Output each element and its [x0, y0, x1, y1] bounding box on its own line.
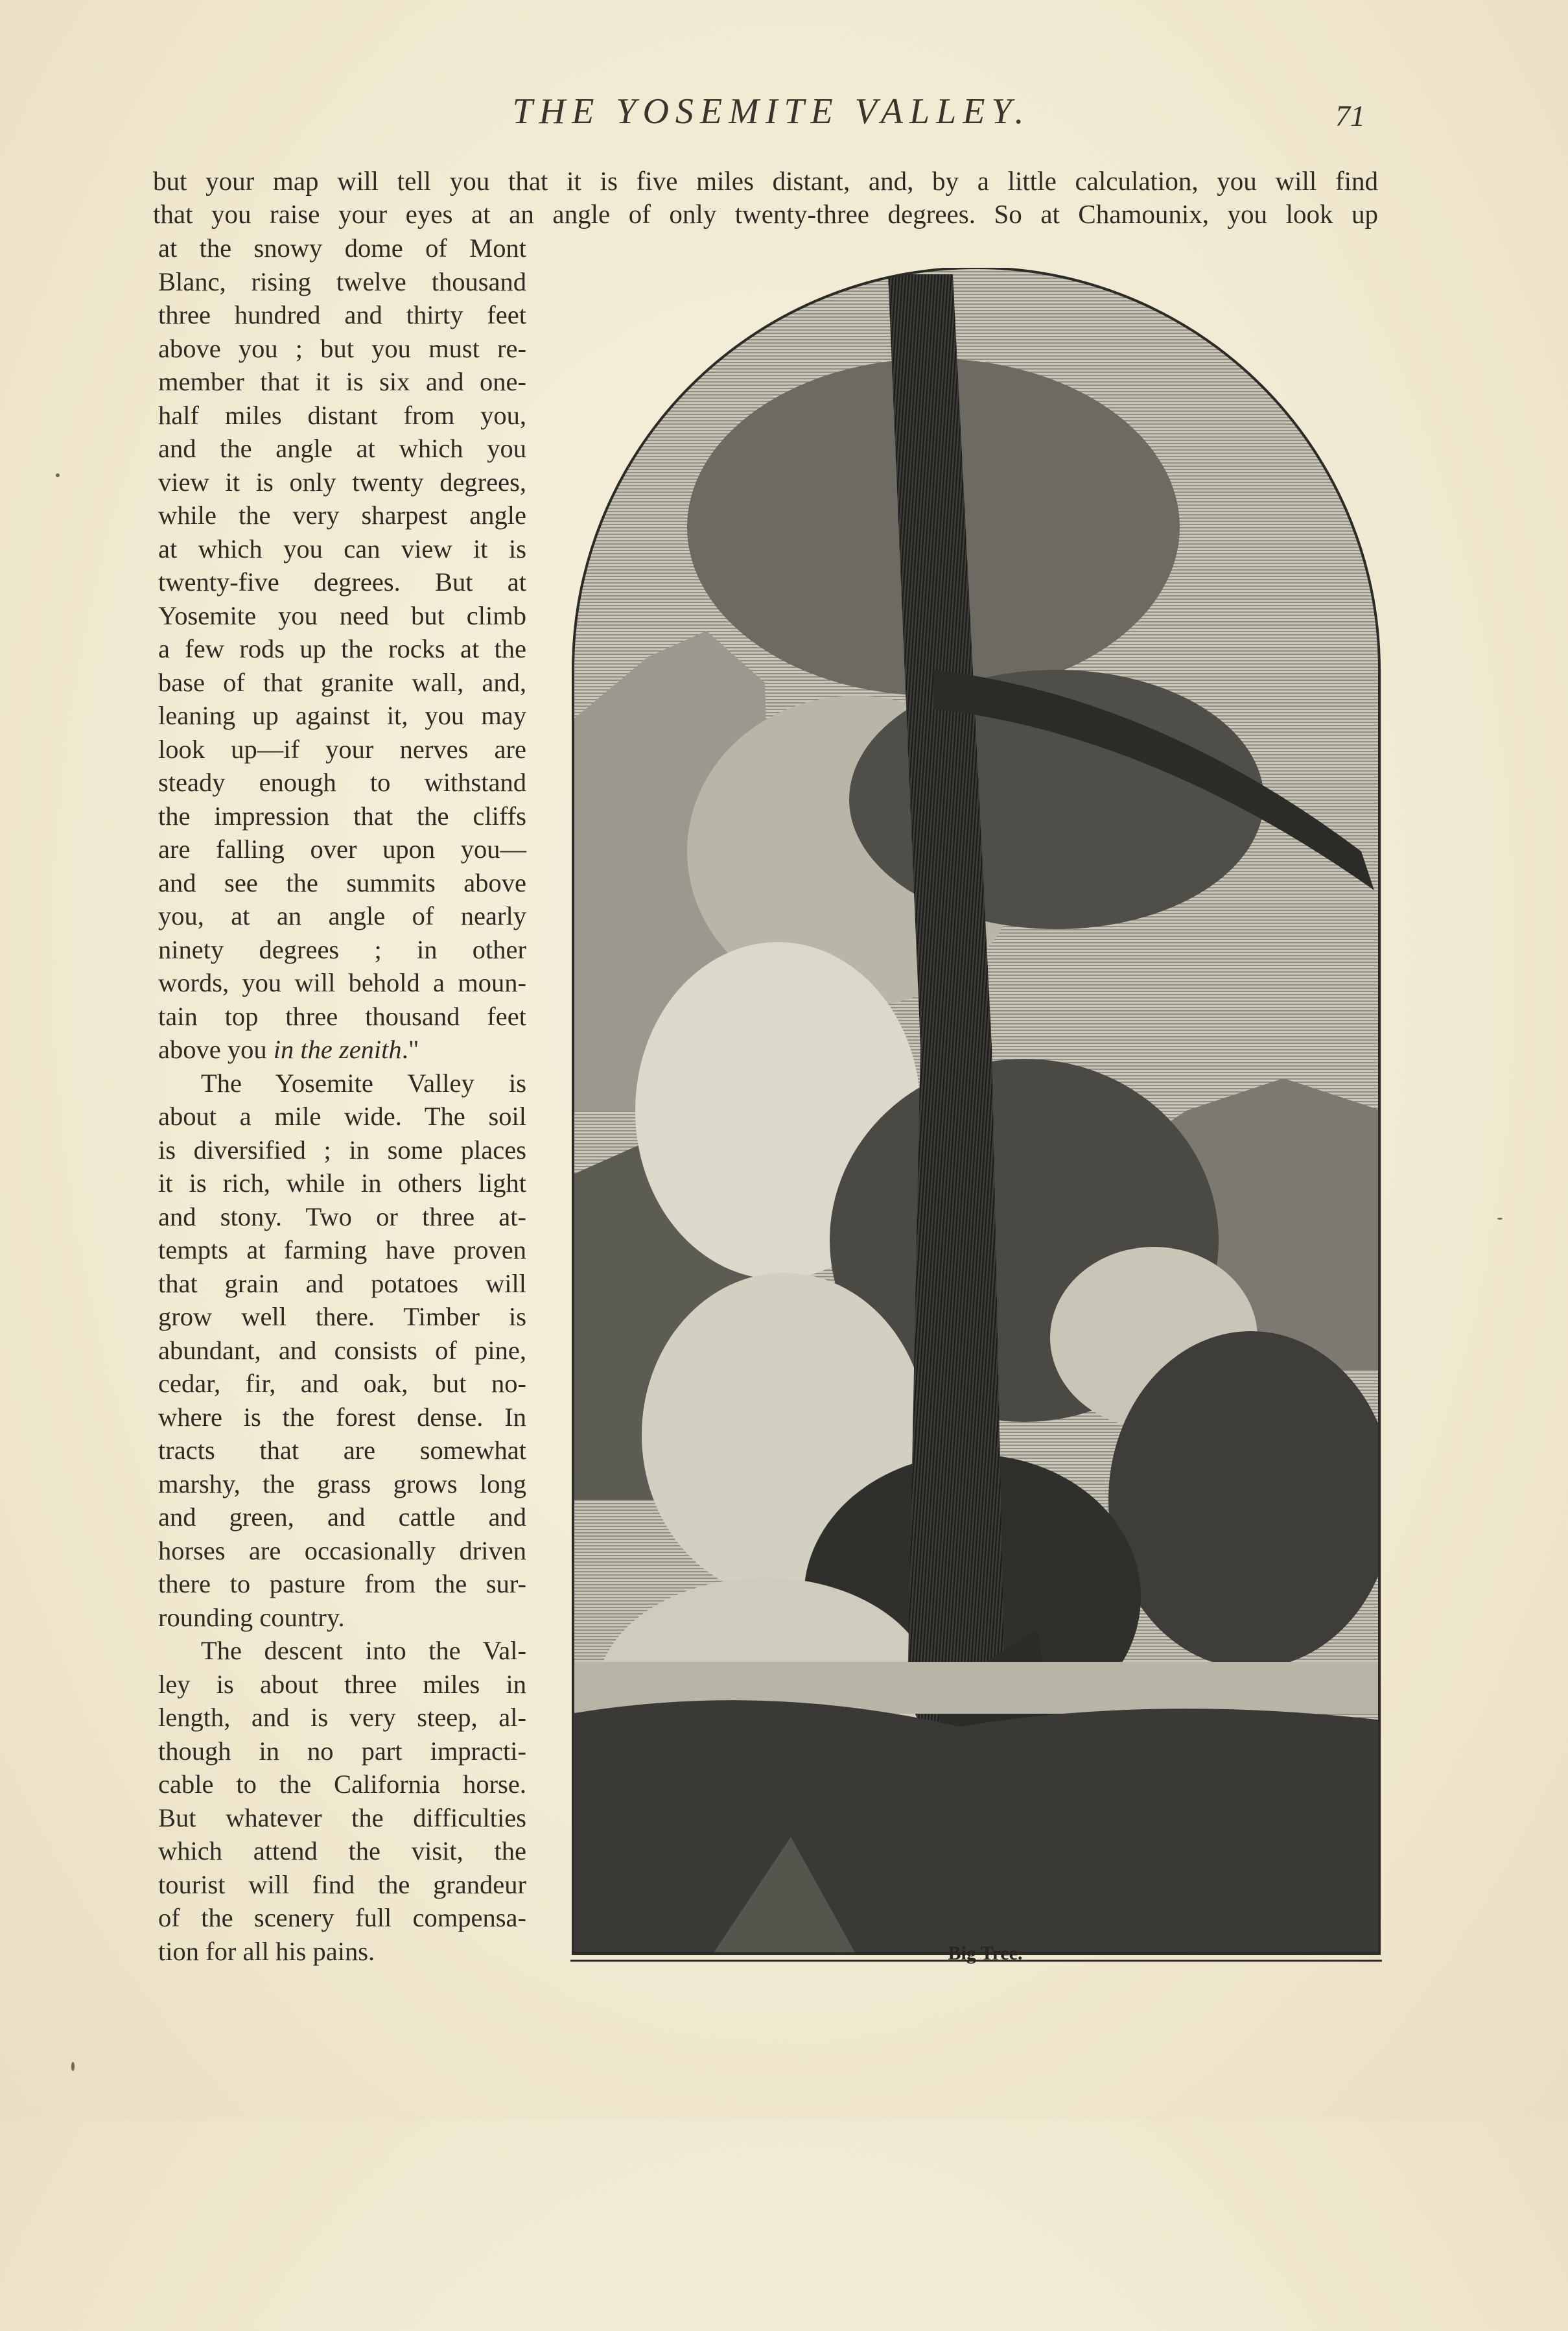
- page-number: 71: [1335, 99, 1365, 132]
- paragraph-2-line: The Yosemite Valley is: [201, 1068, 526, 1098]
- paragraph-3-line: cable to the California horse.: [158, 1769, 526, 1799]
- full-width-line-2: that you raise your eyes at an angle of only twenty-three degrees. So at Chamounix, you look up: [153, 199, 1378, 229]
- column-line: tain top three thousand feet: [158, 1001, 526, 1031]
- paragraph-3-line: tourist will find the grandeur: [158, 1869, 526, 1899]
- column-line: member that it is six and one-: [158, 367, 526, 396]
- paragraph-2-line: there to pasture from the sur-: [158, 1569, 526, 1598]
- big-tree-engraving: [570, 268, 1382, 2331]
- paragraph-3-line: of the scenery full compensa-: [158, 1903, 526, 1932]
- paragraph-2-line: rounding country.: [158, 1602, 345, 1632]
- paragraph-2-line: and stony. Two or three at-: [158, 1201, 526, 1231]
- column-line: at which you can view it is: [158, 534, 526, 563]
- paragraph-2-line: about a mile wide. The soil: [158, 1102, 526, 1131]
- text-column: [158, 231, 526, 1968]
- column-line: and the angle at which you: [158, 434, 526, 463]
- full-width-line-1: but your map will tell you that it is five miles distant, and, by a little calculation, you will find: [153, 166, 1378, 196]
- column-line: view it is only twenty degrees,: [158, 467, 526, 497]
- paper-speck: [1497, 1218, 1503, 1220]
- paragraph-2-line: that grain and potatoes will: [158, 1268, 526, 1298]
- zenith-line: [158, 1033, 526, 1067]
- column-line: base of that granite wall, and,: [158, 667, 526, 697]
- column-line: leaning up against it, you may: [158, 701, 526, 730]
- illustration-caption: Big Tree.: [948, 1943, 1023, 1964]
- column-line: Yosemite you need but climb: [158, 600, 526, 630]
- column-line: words, you will behold a moun-: [158, 968, 526, 997]
- paragraph-3-line: though in no part impracti-: [158, 1736, 526, 1766]
- column-line: twenty-five degrees. But at: [158, 567, 526, 597]
- column-line: half miles distant from you,: [158, 400, 526, 430]
- paragraph-2-line: horses are occasionally driven: [158, 1535, 526, 1565]
- column-line: a few rods up the rocks at the: [158, 634, 526, 663]
- paragraph-2-line: cedar, fir, and oak, but no-: [158, 1369, 526, 1398]
- column-line: steady enough to withstand: [158, 768, 526, 797]
- paragraph-2-line: is diversified ; in some places: [158, 1135, 526, 1165]
- zenith-line-before: above you: [158, 1035, 274, 1064]
- paragraph-2-line: it is rich, while in others light: [158, 1168, 526, 1198]
- paragraph-2-line: marshy, the grass grows long: [158, 1469, 526, 1498]
- paragraph-3-line: The descent into the Val-: [201, 1636, 526, 1665]
- column-line: are falling over upon you—: [158, 834, 526, 864]
- column-line: ninety degrees ; in other: [158, 934, 526, 964]
- zenith-italic: in the zenith: [273, 1035, 402, 1064]
- column-line: three hundred and thirty feet: [158, 300, 526, 329]
- column-line: and see the summits above: [158, 868, 526, 897]
- paragraph-3-line: ley is about three miles in: [158, 1669, 526, 1699]
- paragraph-3-line: But whatever the difficulties: [158, 1803, 526, 1832]
- paper-speck: [71, 2062, 75, 2071]
- paragraph-2-line: tempts at farming have proven: [158, 1235, 526, 1264]
- column-line: the impression that the cliffs: [158, 801, 526, 831]
- engraving-svg: [570, 268, 1382, 2331]
- paragraph-3-line: length, and is very steep, al-: [158, 1703, 526, 1732]
- column-line: you, at an angle of nearly: [158, 901, 526, 930]
- column-line: at the snowy dome of Mont: [158, 233, 526, 263]
- column-line: look up—if your nerves are: [158, 734, 526, 764]
- column-line: Blanc, rising twelve thousand: [158, 266, 526, 296]
- paragraph-3-line: which attend the visit, the: [158, 1836, 526, 1865]
- engraving-scene: [570, 268, 1382, 1954]
- column-line: above you ; but you must re-: [158, 333, 526, 363]
- paragraph-2-line: tracts that are somewhat: [158, 1436, 526, 1465]
- paragraph-3-line: tion for all his pains.: [158, 1936, 375, 1966]
- paragraph-2-line: abundant, and consists of pine,: [158, 1335, 526, 1365]
- running-title: THE YOSEMITE VALLEY.: [512, 91, 1031, 132]
- paragraph-2-line: and green, and cattle and: [158, 1502, 526, 1532]
- paper-speck: [56, 473, 60, 477]
- paragraph-2-line: where is the forest dense. In: [158, 1402, 526, 1432]
- paragraph-2-line: grow well there. Timber is: [158, 1302, 526, 1331]
- column-line: while the very sharpest angle: [158, 501, 526, 530]
- zenith-line-after: .": [401, 1035, 419, 1064]
